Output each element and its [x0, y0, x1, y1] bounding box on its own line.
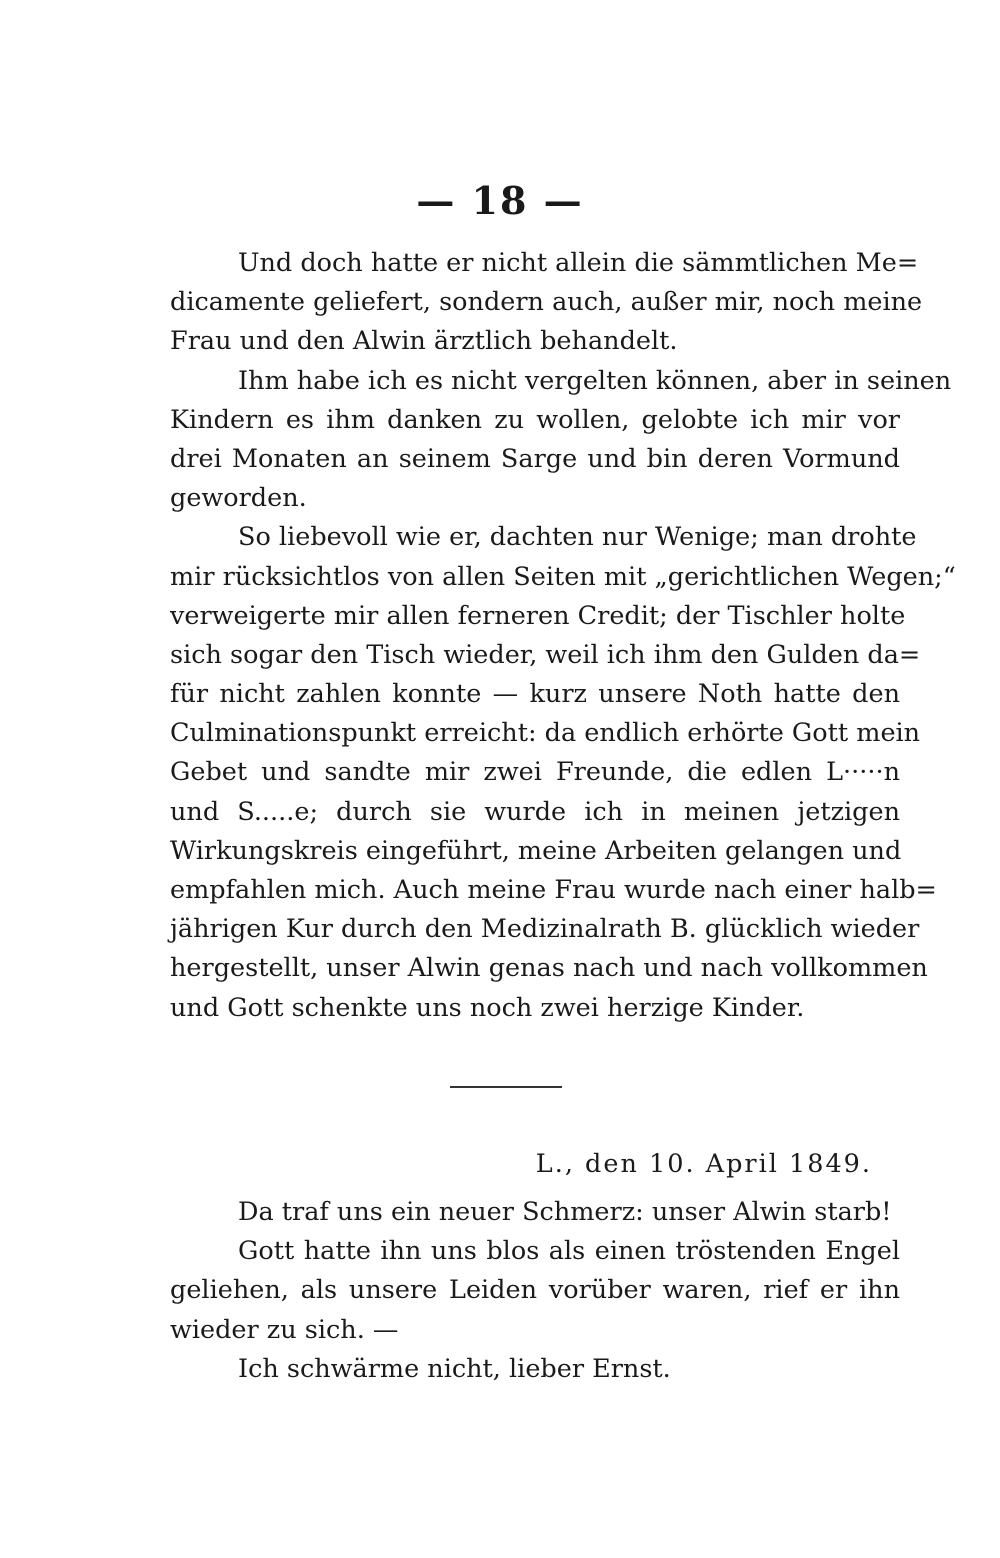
text-line: mir rücksichtlos von allen Seiten mit „gerichtlichen Wegen;“ — [170, 561, 956, 592]
paragraph — [170, 1232, 900, 1350]
text-line: Kindern es ihm danken zu wollen, gelobte ich mir vor — [170, 404, 900, 435]
text-line: Gott hatte ihn uns blos als einen tröstenden Engel — [238, 1236, 900, 1267]
text-line: Frau und den Alwin ärztlich behandelt. — [170, 326, 678, 357]
text-line: und Gott schenkte uns noch zwei herzige Kinder. — [170, 992, 805, 1023]
text-line: geworden. — [170, 483, 307, 514]
text-line: jährigen Kur durch den Medizinalrath B. glücklich wieder — [170, 914, 920, 945]
paragraph — [170, 1193, 900, 1232]
text-line: Gebet und sandte mir zwei Freunde, die edlen L·····n — [170, 757, 900, 788]
text-line: Wirkungskreis eingeführt, meine Arbeiten gelangen und — [170, 835, 902, 866]
page-number: — 18 — — [416, 178, 584, 223]
paragraph — [170, 1350, 900, 1389]
text-line: empfahlen mich. Auch meine Frau wurde nach einer halb= — [170, 875, 937, 905]
text-line: Ihm habe ich es nicht vergelten können, aber in seinen — [238, 365, 952, 396]
section-divider — [450, 1086, 562, 1088]
text-line: für nicht zahlen konnte — kurz unsere Noth hatte den — [170, 679, 900, 710]
paragraph — [170, 362, 952, 519]
text-line: verweigerte mir allen ferneren Credit; der Tischler holte — [170, 600, 906, 631]
text-line: geliehen, als unsere Leiden vorüber waren, rief er ihn — [170, 1275, 900, 1306]
text-line: hergestellt, unser Alwin genas nach und nach vollkommen — [170, 953, 928, 984]
text-line: wieder zu sich. — — [170, 1314, 399, 1345]
text-line: sich sogar den Tisch wieder, weil ich ihm den Gulden da= — [170, 639, 921, 670]
text-line: Culminationspunkt erreicht: da endlich erhörte Gott mein — [170, 718, 921, 749]
paragraph — [170, 244, 923, 362]
main-text-block — [170, 244, 956, 1028]
second-text-block — [170, 1193, 900, 1389]
text-line: dicamente geliefert, sondern auch, außer mir, noch meine — [170, 287, 923, 318]
text-line: Und doch hatte er nicht allein die sämmtlichen Me= — [238, 248, 919, 278]
text-line: drei Monaten an seinem Sarge und bin deren Vormund — [170, 443, 900, 474]
paragraph — [170, 518, 956, 1027]
text-line: So liebevoll wie er, dachten nur Wenige; man drohte — [238, 522, 917, 553]
text-line: und S.....e; durch sie wurde ich in meinen jetzigen — [170, 796, 900, 827]
text-line: Da traf uns ein neuer Schmerz: unser Alwin starb! — [238, 1197, 892, 1227]
text-line: Ich schwärme nicht, lieber Ernst. — [238, 1353, 671, 1384]
entry-date: L., den 10. April 1849. — [535, 1149, 872, 1179]
